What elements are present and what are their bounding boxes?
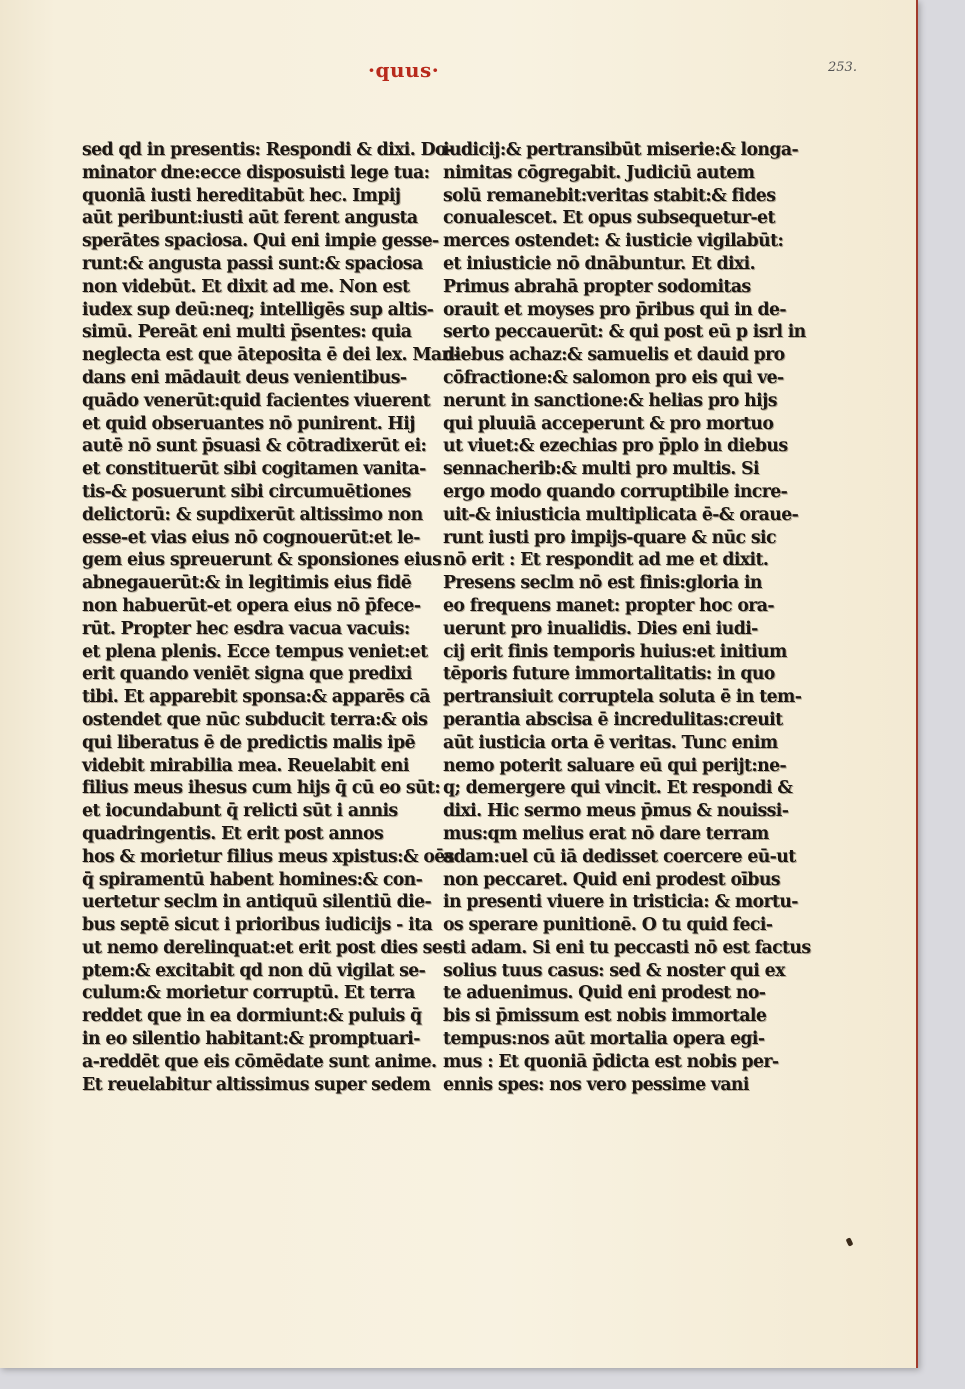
text-line: mus:qm melius erat nō dare terram: [443, 823, 769, 844]
text-line: iudex sup deū:neq; intelligēs sup altis-: [82, 299, 434, 320]
text-line: videbit mirabilia mea. Reuelabit eni: [82, 755, 409, 776]
text-line: et quid obseruantes nō punirent. Hij: [82, 413, 415, 434]
text-line: q; demergere qui vincit. Et respondi &: [443, 778, 793, 799]
text-line: a-reddēt que eis cōmēdate sunt anime.: [82, 1051, 437, 1072]
text-line: runt iusti pro impijs-quare & nūc sic: [443, 527, 776, 548]
folio-number: 253.: [828, 60, 857, 75]
text-line: non habuerūt-et opera eius nō p̄fece-: [82, 595, 421, 616]
text-line: orauit et moyses pro p̄ribus qui in de-: [443, 299, 786, 320]
text-line: uertetur seclm in antiquū silentiū die-: [82, 892, 432, 913]
text-line: uerunt pro inualidis. Dies eni iudi-: [443, 618, 758, 639]
text-line: Presens seclm nō est finis:gloria in: [443, 573, 762, 594]
text-line: aūt peribunt:iusti aūt ferent angusta: [82, 208, 418, 229]
text-line: solū remanebit:veritas stabit:& fides: [443, 185, 776, 206]
text-line: tis-& posuerunt sibi circumuētiones: [82, 481, 411, 502]
text-line: et iniusticie nō dnābuntur. Et dixi.: [443, 253, 755, 274]
text-line: ptem:& excitabit qd non dū vigilat se-: [82, 960, 426, 981]
text-line: neglecta est que āteposita ē dei lex. Man-: [82, 345, 461, 366]
text-line: ergo modo quando corruptibile incre-: [443, 481, 788, 502]
text-line: nimitas cōgregabit. Judiciū autem: [443, 162, 755, 183]
text-line: autē nō sunt p̄suasi & cōtradixerūt ei:: [82, 436, 427, 457]
text-line: ostendet que nūc subducit terra:& ois: [82, 709, 428, 730]
text-line: tibi. Et apparebit sponsa:& apparēs cā: [82, 687, 430, 708]
text-line: cij erit finis temporis huius:et initium: [443, 641, 787, 662]
text-line: reddet que in ea dormiunt:& puluis q̄: [82, 1006, 422, 1027]
text-line: quadringentis. Et erit post annos: [82, 823, 384, 844]
text-line: bus septē sicut i prioribus iudicijs - ita: [82, 915, 433, 936]
text-line: et constituerūt sibi cogitamen vanita-: [82, 459, 426, 480]
text-line: minator dne:ecce disposuisti lege tua:: [82, 162, 430, 183]
text-line: pertransiuit corruptela soluta ē in tem-: [443, 687, 802, 708]
text-line: sti adam. Si eni tu peccasti nō est factus: [443, 937, 811, 958]
text-line: non videbūt. Et dixit ad me. Non est: [82, 276, 410, 297]
text-line: non peccaret. Quid eni prodest oībus: [443, 869, 780, 890]
text-line: nemo poterit saluare eū qui perijt:ne-: [443, 755, 787, 776]
text-line: cōfractione:& salomon pro eis qui ve-: [443, 367, 784, 388]
text-line: eo frequens manet: propter hoc ora-: [443, 595, 774, 616]
text-line: dixi. Hic sermo meus p̄mus & nouissi-: [443, 801, 789, 822]
ink-mark: [846, 1237, 854, 1246]
text-line: erit quando veniēt signa que predixi: [82, 664, 412, 685]
text-line: sperātes spaciosa. Qui eni impie gesse-: [82, 231, 439, 252]
text-line: bis si p̄missum est nobis immortale: [443, 1006, 767, 1027]
text-line: esse-et vias eius nō cognouerūt:et le-: [82, 527, 420, 548]
text-line: tempus:nos aūt mortalia opera egi-: [443, 1029, 765, 1050]
text-line: serto peccauerūt: & qui post eū p isrl in: [443, 322, 806, 343]
text-line: dans eni mādauit deus venientibus-: [82, 367, 407, 388]
text-line: delictorū: & supdixerūt altissimo non: [82, 504, 423, 525]
text-line: Primus abrahā propter sodomitas: [443, 276, 751, 297]
text-column-right: [443, 139, 811, 1096]
text-line: simū. Pereāt eni multi p̄sentes: quia: [82, 322, 412, 343]
text-line: hos & morietur filius meus xpistus:& oēs: [82, 846, 454, 867]
text-line: tēporis future immortalitatis: in quo: [443, 664, 775, 685]
text-line: te aduenimus. Quid eni prodest no-: [443, 983, 766, 1004]
text-line: et plena plenis. Ecce tempus veniet:et: [82, 641, 428, 662]
text-line: quoniā iusti hereditabūt hec. Impij: [82, 185, 401, 206]
text-line: et iocundabunt q̄ relicti sūt i annis: [82, 801, 398, 822]
text-line: abnegauerūt:& in legitimis eius fidē: [82, 573, 412, 594]
text-line: gem eius spreuerunt & sponsiones eius: [82, 550, 442, 571]
text-line: filius meus ihesus cum hijs q̄ cū eo sūt:: [82, 778, 441, 799]
text-line: quādo venerūt:quid facientes viuerent: [82, 390, 431, 411]
text-line: ennis spes: nos vero pessime vani: [443, 1074, 749, 1095]
text-line: ut nemo derelinquat:et erit post dies se-: [82, 937, 449, 958]
text-line: conualescet. Et opus subsequetur-et: [443, 208, 775, 229]
text-line: q̄ spiramentū habent homines:& con-: [82, 869, 423, 890]
text-line: in eo silentio habitant:& promptuari-: [82, 1029, 420, 1050]
text-line: os sperare punitionē. O tu quid feci-: [443, 915, 773, 936]
text-line: solius tuus casus: sed & noster qui ex: [443, 960, 785, 981]
text-line: ut viuet:& ezechias pro p̄plo in diebus: [443, 436, 788, 457]
text-line: mus : Et quoniā p̄dicta est nobis per-: [443, 1051, 779, 1072]
text-column-left: [82, 139, 461, 1096]
text-line: adam:uel cū iā dedisset coercere eū-ut: [443, 846, 796, 867]
text-line: nerunt in sanctione:& helias pro hijs: [443, 390, 777, 411]
text-line: culum:& morietur corruptū. Et terra: [82, 983, 415, 1004]
text-line: aūt iusticia orta ē veritas. Tunc enim: [443, 732, 778, 753]
text-line: in presenti viuere in tristicia: & mortu-: [443, 892, 798, 913]
running-head: ·quus·: [368, 58, 440, 82]
text-line: runt:& angusta passi sunt:& spaciosa: [82, 253, 423, 274]
text-line: iudicij:& pertransibūt miserie:& longa-: [443, 140, 799, 160]
text-line: sed qd in presentis: Respondi & dixi. Do-: [82, 140, 453, 160]
text-line: rūt. Propter hec esdra vacua vacuis:: [82, 618, 410, 639]
text-line: diebus achaz:& samuelis et dauid pro: [443, 345, 785, 366]
text-line: uit-& iniusticia multiplicata ē-& oraue-: [443, 504, 799, 525]
text-line: nō erit : Et respondit ad me et dixit.: [443, 550, 769, 571]
text-line: perantia abscisa ē incredulitas:creuit: [443, 709, 783, 730]
text-line: merces ostendet: & iusticie vigilabūt:: [443, 231, 784, 252]
text-line: qui liberatus ē de predictis malis ipē: [82, 732, 415, 753]
text-line: Et reuelabitur altissimus super sedem: [82, 1074, 431, 1095]
text-line: qui pluuiā acceperunt & pro mortuo: [443, 413, 774, 434]
text-line: sennacherib:& multi pro multis. Si: [443, 459, 759, 480]
